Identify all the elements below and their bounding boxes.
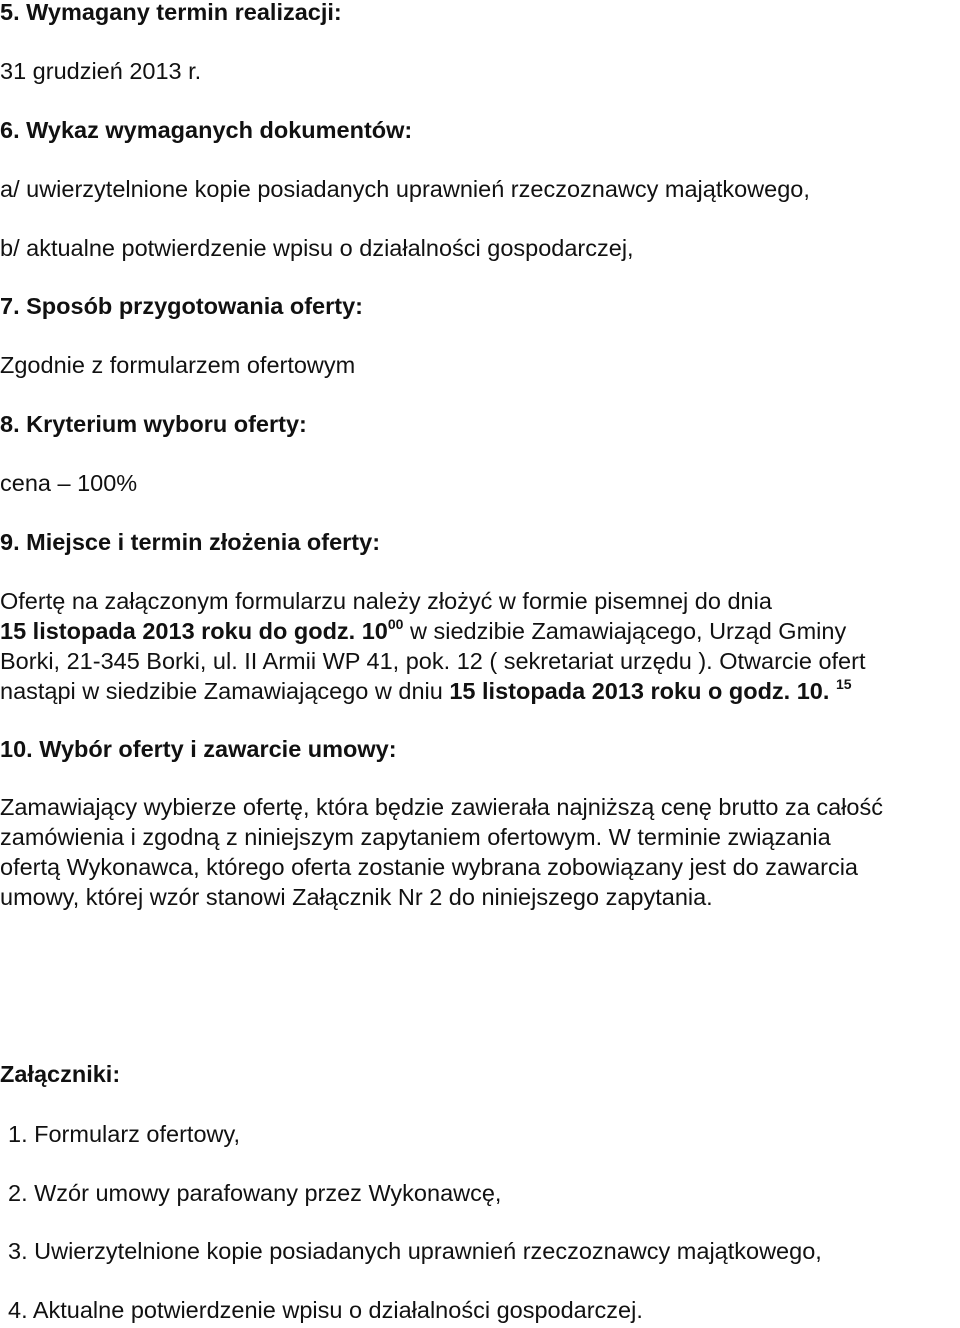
section-6-item-b: b/ aktualne potwierdzenie wpisu o działalności gospodarczej, — [0, 235, 634, 261]
section-5-heading: 5. Wymagany termin realizacji: — [0, 0, 342, 25]
section-6-item-a: a/ uwierzytelnione kopie posiadanych uprawnień rzeczoznawcy majątkowego, — [0, 176, 810, 202]
deadline-date: 15 listopada 2013 roku do godz. — [0, 618, 356, 644]
section-9-line-3: Borki, 21-345 Borki, ul. II Armii WP 41, pok. 12 ( sekretariat urzędu ). Otwarcie ofert — [0, 648, 866, 674]
attachment-item-4: 4. Aktualne potwierdzenie wpisu o działalności gospodarczej. — [8, 1297, 643, 1323]
section-7-heading: 7. Sposób przygotowania oferty: — [0, 293, 363, 319]
section-10-line-2: zamówienia i zgodną z niniejszym zapytaniem ofertowym. W terminie związania — [0, 824, 831, 850]
section-6-heading: 6. Wykaz wymaganych dokumentów: — [0, 117, 413, 143]
section-10-line-4: umowy, której wzór stanowi Załącznik Nr 2 do niniejszego zapytania. — [0, 884, 713, 910]
section-9-line-2-rest: w siedzibie Zamawiającego, Urząd Gminy — [403, 618, 847, 644]
deadline-hour: 10 — [361, 618, 388, 644]
section-10-heading: 10. Wybór oferty i zawarcie umowy: — [0, 736, 397, 762]
section-10-line-1: Zamawiający wybierze ofertę, która będzie zawierała najniższą cenę brutto za całość — [0, 794, 883, 820]
section-9-line-1: Ofertę na załączonym formularzu należy złożyć w formie pisemnej do dnia — [0, 588, 772, 614]
section-8-text: cena – 100% — [0, 470, 138, 496]
section-9-line-4 — [0, 676, 852, 706]
attachment-item-1: 1. Formularz ofertowy, — [8, 1121, 241, 1147]
opening-minutes: 15 — [835, 676, 852, 692]
section-8-heading: 8. Kryterium wyboru oferty: — [0, 411, 307, 437]
section-10-line-3: ofertą Wykonawca, którego oferta zostanie wybrana zobowiązany jest do zawarcia — [0, 854, 858, 880]
section-5-text: 31 grudzień 2013 r. — [0, 58, 202, 84]
attachments-heading: Załączniki: — [0, 1061, 121, 1087]
section-9-line-2 — [0, 616, 846, 646]
section-7-text: Zgodnie z formularzem ofertowym — [0, 352, 356, 378]
section-9-line-4-pre: nastąpi w siedzibie Zamawiającego w dniu — [0, 678, 450, 704]
opening-date: 15 listopada 2013 roku o godz. 10. — [449, 678, 830, 704]
section-9-heading: 9. Miejsce i termin złożenia oferty: — [0, 529, 381, 555]
deadline-minutes: 00 — [387, 616, 404, 632]
attachment-item-3: 3. Uwierzytelnione kopie posiadanych uprawnień rzeczoznawcy majątkowego, — [8, 1238, 822, 1264]
attachment-item-2: 2. Wzór umowy parafowany przez Wykonawcę, — [8, 1180, 502, 1206]
